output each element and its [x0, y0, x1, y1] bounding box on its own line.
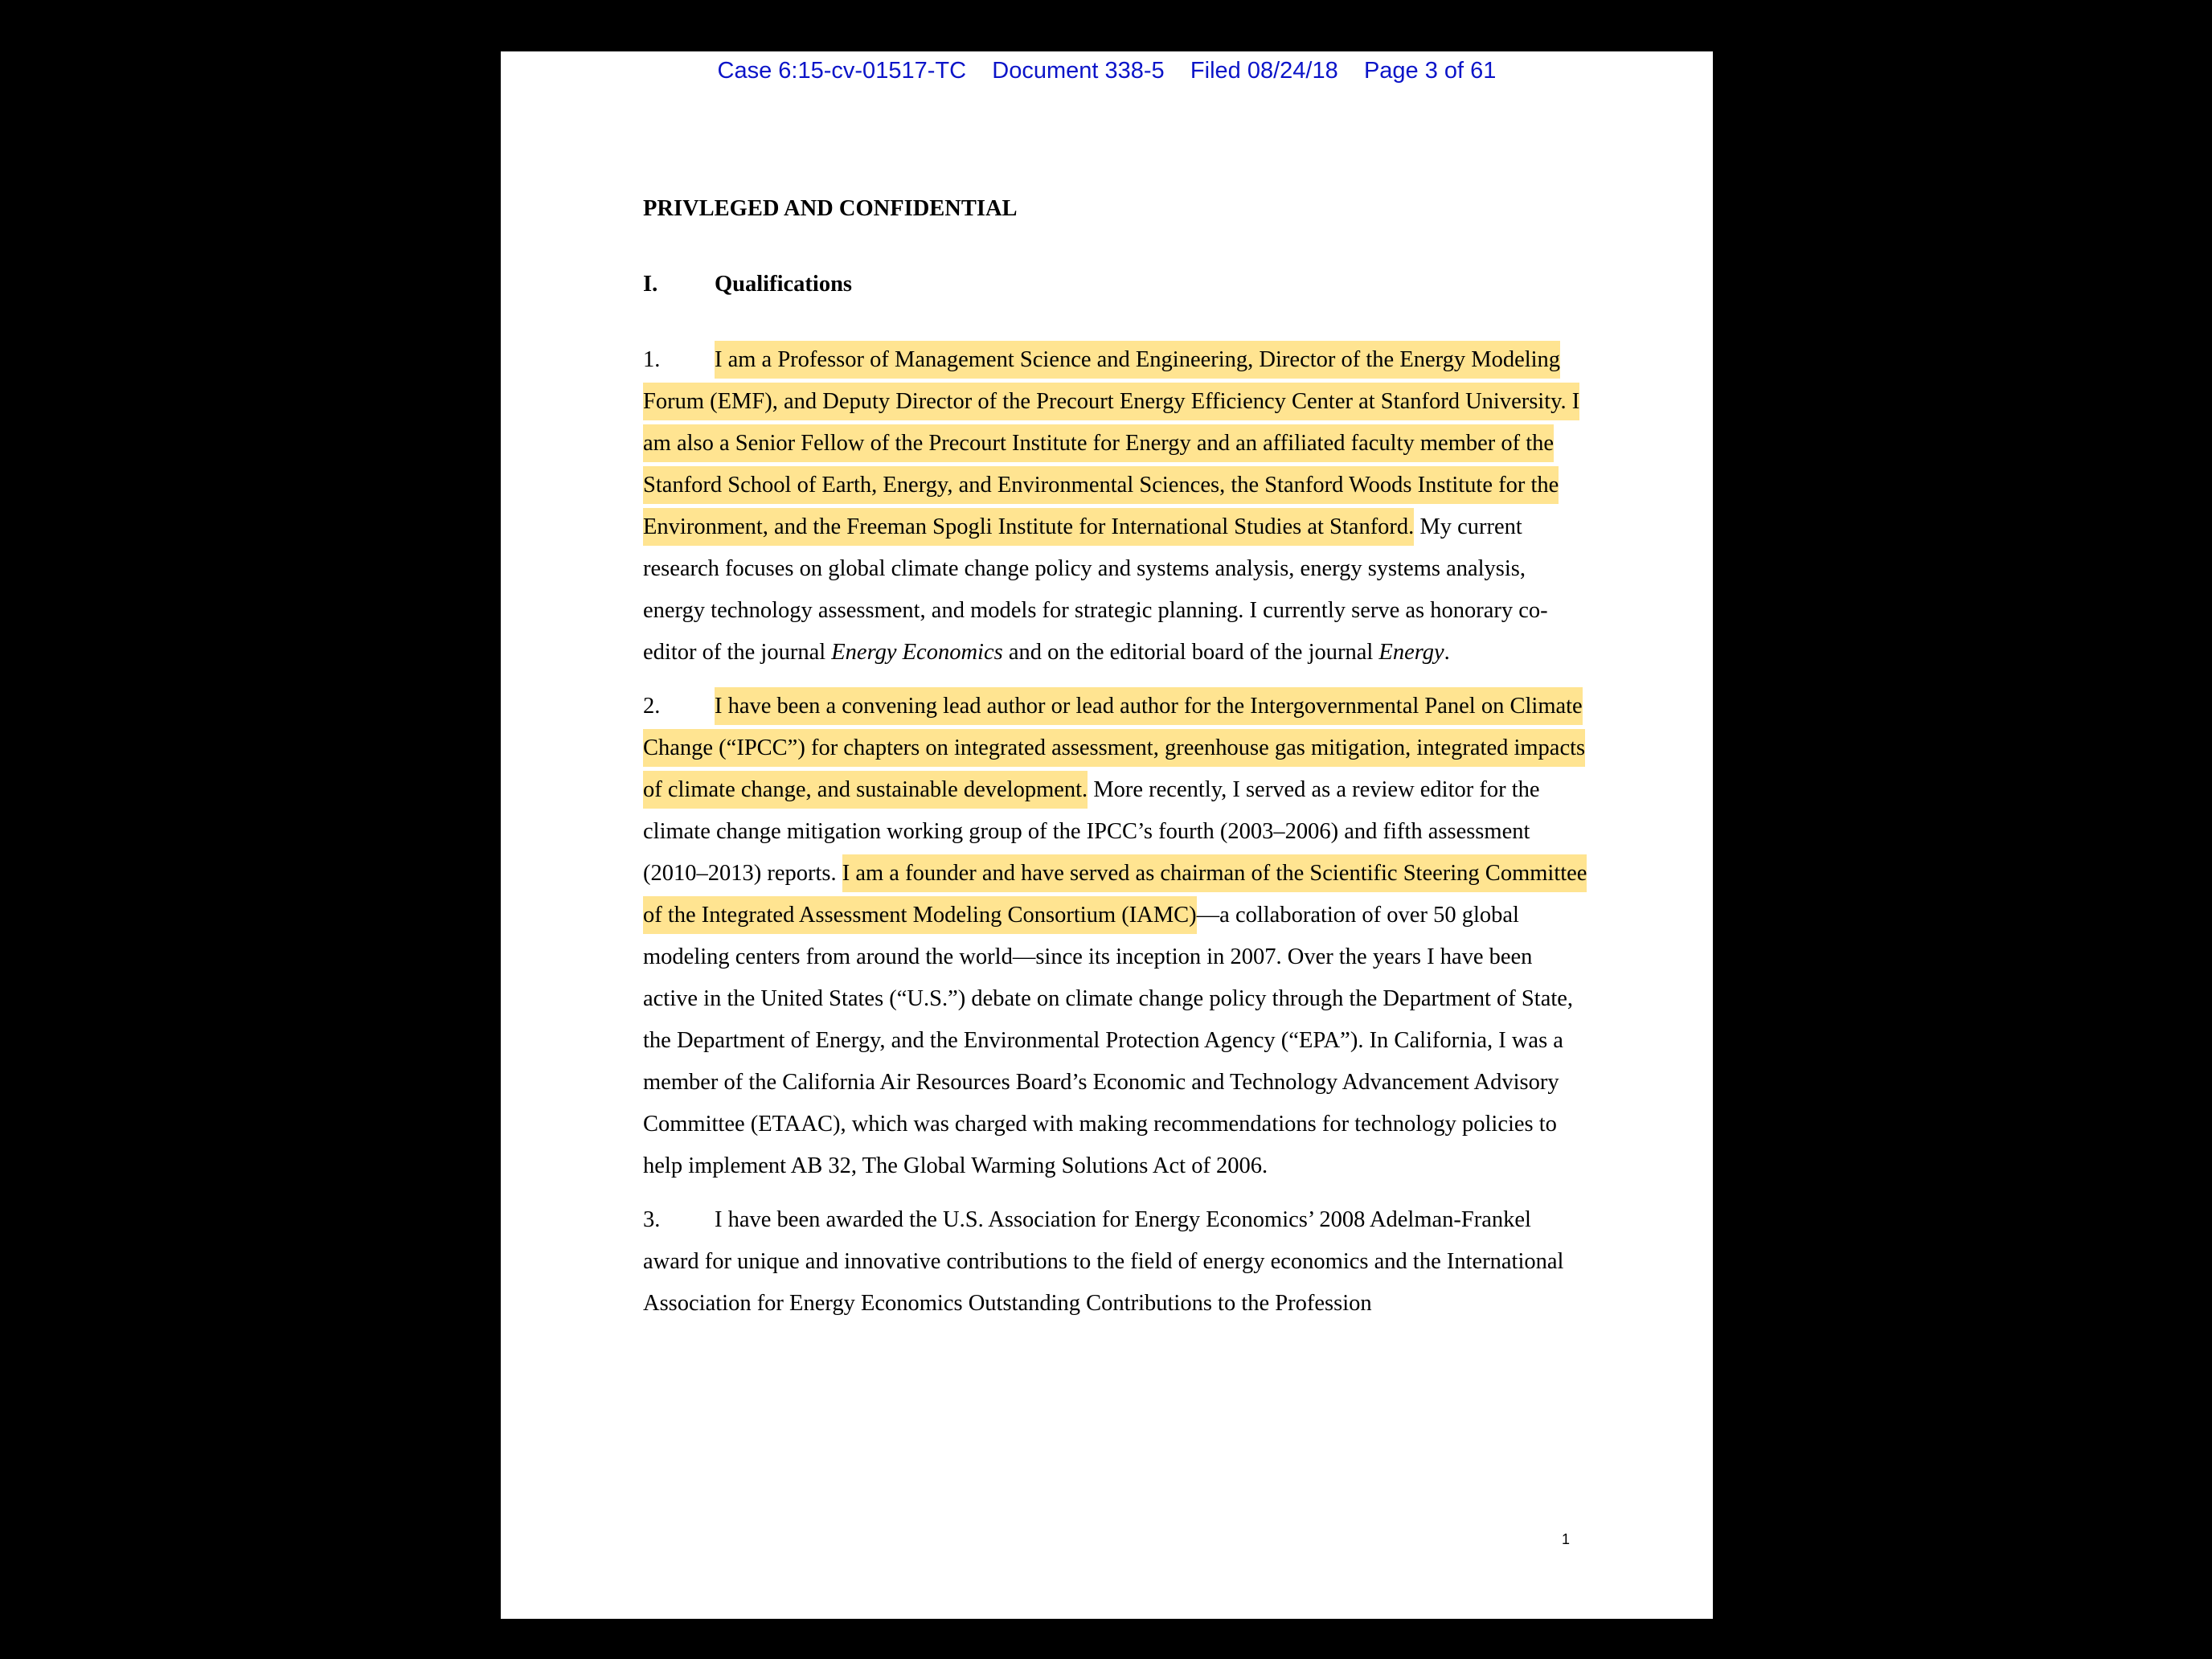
- paragraph-text: I have been awarded the U.S. Association for Energy Economics’ 2008 Adelman-Frankel award for unique and innovative contributions to the field of energy economics and the International Association for Energy Economics Outstanding Contributions to the Profession: [643, 1207, 1564, 1316]
- paragraph-text: and on the editorial board of the journal: [1002, 640, 1379, 665]
- case-header: [501, 58, 1713, 84]
- paragraph-number: 2.: [643, 694, 661, 719]
- journal-title: Energy Economics: [831, 640, 1003, 665]
- document-number: Document 338-5: [992, 58, 1165, 84]
- filed-date: Filed 08/24/18: [1190, 58, 1338, 84]
- paragraph-1: [643, 339, 1591, 674]
- paragraph-text: —a collaboration of over 50 global modeling centers from around the world—since its inception in 2007. Over the years I have been active in the United States (“U.S.”) debate on climate change policy through the Department of State, the Department of Energy, and the Environmental Protection Agency (“EPA”). In California, I was a member of the California Air Resources Board’s Economic and Technology Advancement Advisory Committee (ETAAC), which was charged with making recommendations for technology policies to help implement AB 32, The Global Warming Solutions Act of 2006.: [643, 903, 1574, 1178]
- paragraph-number: 1.: [643, 347, 661, 372]
- highlighted-text: I have been a convening lead author or lead author for the Intergovernmental Panel on Climate Change (“IPCC”) for chapters on integrated assessment, greenhouse gas mitigation, integrated impacts of climate change, and sustainable development.: [643, 687, 1585, 809]
- highlighted-text: I am a founder and have served as chairman of the Scientific Steering Committee of the Integrated Assessment Modeling Consortium (IAMC): [643, 854, 1587, 934]
- section-number: I.: [643, 272, 658, 297]
- highlighted-text: I am a Professor of Management Science and Engineering, Director of the Energy Modeling Forum (EMF), and Deputy Director of the Precourt Energy Efficiency Center at Stanford University. I am also a Senior Fellow of the Precourt Institute for Energy and an affiliated faculty member of the Stanford School of Earth, Energy, and Environmental Sciences, the Stanford Woods Institute for the Environment, and the Freeman Spogli Institute for International Studies at Stanford.: [643, 341, 1579, 546]
- paragraph-number: 3.: [643, 1207, 661, 1232]
- page-number: 1: [1561, 1531, 1570, 1547]
- paragraph-3: [643, 1199, 1591, 1325]
- paragraph-text: More recently, I served as a review editor for the climate change mitigation working group of the IPCC’s fourth (2003–2006) and fifth assessment (2010–2013) reports.: [643, 777, 1540, 886]
- paragraph-text: My current research focuses on global climate change policy and systems analysis, energy systems analysis, energy technology assessment, and models for strategic planning. I currently serve as honorary co-editor of the journal: [643, 514, 1548, 665]
- journal-title: Energy: [1378, 640, 1444, 665]
- page-of-total: Page 3 of 61: [1363, 58, 1497, 84]
- paragraph-text: .: [1444, 640, 1450, 665]
- confidential-label: PRIVLEGED AND CONFIDENTIAL: [643, 196, 1018, 221]
- section-heading: [643, 264, 1591, 305]
- case-number: Case 6:15-cv-01517-TC: [717, 58, 967, 84]
- section-title: Qualifications: [715, 272, 853, 297]
- paragraph-2: [643, 686, 1591, 1187]
- document-body: [643, 188, 1591, 1337]
- document-page: [501, 51, 1713, 1619]
